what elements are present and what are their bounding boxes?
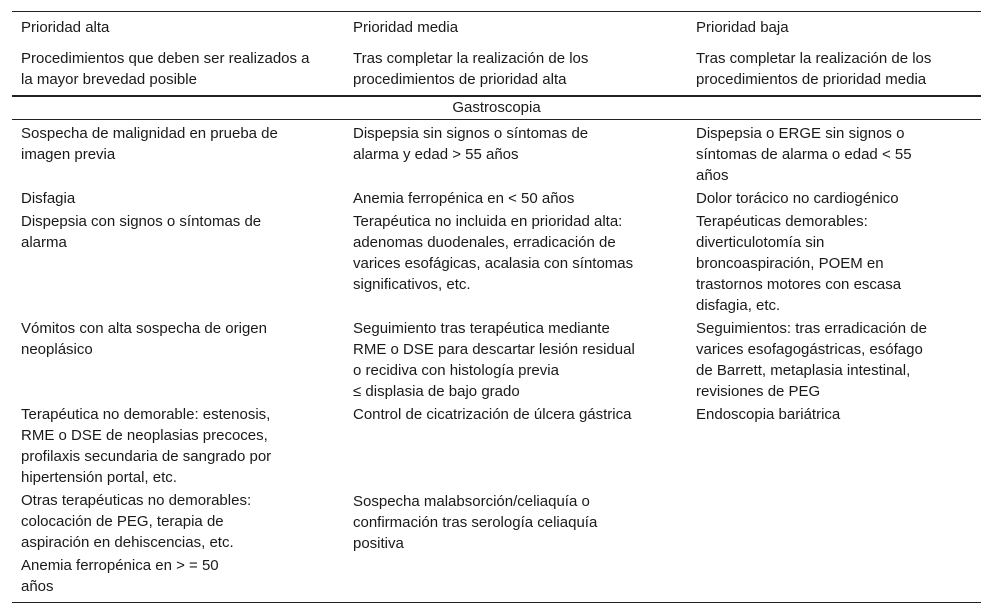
- table-cell-alta: Anemia ferropénica en > = 50 años: [21, 557, 219, 595]
- table-cell-media: Anemia ferropénica en < 50 años: [353, 190, 575, 207]
- header-col-alta: Prioridad alta: [21, 19, 110, 36]
- table-cell-baja: Dispepsia o ERGE sin signos o síntomas de alarma o edad < 55 años: [696, 125, 912, 184]
- table-bottom-rule: [12, 602, 981, 603]
- table-cell-media: Seguimiento tras terapéutica mediante RME o DSE para descartar lesión residual o recidiva con histología previa ≤ displasia de bajo grado: [353, 320, 635, 400]
- header-col-baja: Prioridad baja: [696, 19, 789, 36]
- table-cell-alta: Terapéutica no demorable: estenosis, RME o DSE de neoplasias precoces, profilaxis secundaria de sangrado por hipertensión portal, etc.: [21, 406, 272, 486]
- table-cell-baja: Seguimientos: tras erradicación de varices esofagogástricas, esófago de Barrett, metaplasia intestinal, revisiones de PEG: [696, 320, 927, 400]
- desc-col-alta: Procedimientos que deben ser realizados a la mayor brevedad posible: [21, 50, 310, 88]
- desc-col-media: Tras completar la realización de los procedimientos de prioridad alta: [353, 50, 589, 88]
- desc-col-baja: Tras completar la realización de los procedimientos de prioridad media: [696, 50, 932, 88]
- table-cell-alta: Otras terapéuticas no demorables: colocación de PEG, terapia de aspiración en dehiscencias, etc.: [21, 492, 252, 551]
- table-cell-alta: Vómitos con alta sospecha de origen neoplásico: [21, 320, 267, 358]
- header-col-media: Prioridad media: [353, 19, 459, 36]
- table-cell-baja: Dolor torácico no cardiogénico: [696, 190, 899, 207]
- table-cell-alta: Dispepsia con signos o síntomas de alarma: [21, 213, 262, 251]
- table-cell-media: Sospecha malabsorción/celiaquía o confirmación tras serología celiaquía positiva: [353, 493, 598, 552]
- section-rule: [12, 119, 981, 120]
- table-cell-media: Control de cicatrización de úlcera gástrica: [353, 406, 632, 423]
- table-cell-alta: Sospecha de malignidad en prueba de imagen previa: [21, 125, 278, 163]
- table-cell-baja: Endoscopia bariátrica: [696, 406, 841, 423]
- table-cell-media: Terapéutica no incluida en prioridad alta: adenomas duodenales, erradicación de varices esofágicas, acalasia con síntomas significativos, etc.: [353, 213, 634, 293]
- section-title: Gastroscopia: [452, 99, 541, 116]
- table-cell-media: Dispepsia sin signos o síntomas de alarma y edad > 55 años: [353, 125, 589, 163]
- table-cell-baja: Terapéuticas demorables: diverticulotomía sin broncoaspiración, POEM en trastornos motores con escasa disfagia, etc.: [696, 213, 902, 314]
- table-top-rule: [12, 11, 981, 12]
- table-cell-alta: Disfagia: [21, 190, 76, 207]
